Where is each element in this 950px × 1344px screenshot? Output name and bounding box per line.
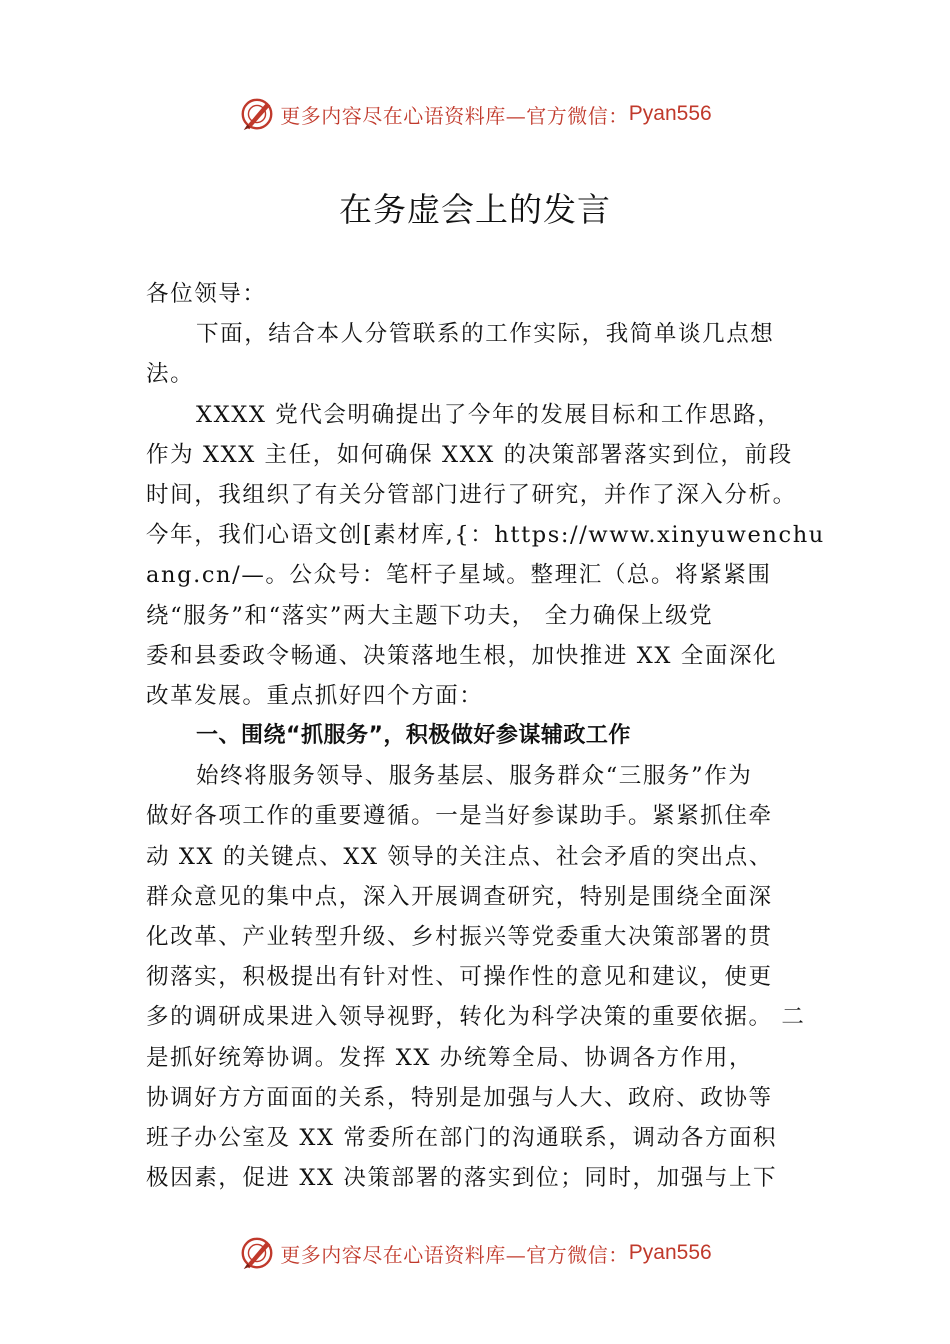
paragraph-line: 绕“服务”和“落实”两大主题下功夫， 全力确保上级党 <box>146 602 714 629</box>
paragraph-line: 做好各项工作的重要遵循。一是当好参谋助手。紧紧抓住牵 <box>146 803 773 830</box>
paragraph-line: 多的调研成果进入领导视野，转化为科学决策的重要依据。 二 <box>146 1004 806 1031</box>
pen-logo-icon <box>238 95 276 133</box>
paragraph-line: XXXX 党代会明确提出了今年的发展目标和工作思路， <box>196 401 782 428</box>
wechat-id: Pyan556 <box>628 102 712 125</box>
paragraph-line: 班子办公室及 XX 常委所在部门的沟通联系，调动各方面积 <box>146 1124 778 1151</box>
paragraph-line: 始终将服务领导、服务基层、服务群众“三服务”作为 <box>196 763 753 790</box>
paragraph-line: 时间，我组织了有关分管部门进行了研究，并作了深入分析。 <box>146 481 797 508</box>
paragraph-line: 彻落实，积极提出有针对性、可操作性的意见和建议，使更 <box>146 964 773 991</box>
paragraph-line: 动 XX 的关键点、XX 领导的关注点、社会矛盾的突出点、 <box>146 843 773 870</box>
paragraph-line: 群众意见的集中点，深入开展调查研究，特别是围绕全面深 <box>146 883 773 910</box>
paragraph-line: 化改革、产业转型升级、乡村振兴等党委重大决策部署的贯 <box>146 924 773 950</box>
document-body <box>146 274 826 1198</box>
paragraph-line: 法。 <box>146 361 195 388</box>
paragraph-line: 委和县委政令畅通、决策落地生根，加快推进 XX 全面深化 <box>146 642 778 669</box>
watermark-text: 更多内容尽在心语资料库—官方微信： <box>280 103 629 128</box>
paragraph-line: ang.cn/—。公众号：笔杆子星域。整理汇（总。将紧紧围 <box>146 562 772 589</box>
paragraph-line: 下面，结合本人分管联系的工作实际，我简单谈几点想 <box>196 321 775 348</box>
pen-logo-icon <box>238 1234 276 1272</box>
watermark-text: 更多内容尽在心语资料库—官方微信： <box>280 1242 629 1267</box>
footer-watermark <box>0 1231 950 1275</box>
paragraph-line: 作为 XXX 主任，如何确保 XXX 的决策部署落实到位，前段 <box>146 441 793 468</box>
document-title: 在务虚会上的发言 <box>339 190 611 229</box>
paragraph-line: 改革发展。重点抓好四个方面： <box>146 682 484 709</box>
paragraph-line: 今年，我们心语文创[素材库,{：https://www.xinyuwenchu <box>146 522 825 549</box>
paragraph-line: 极因素，促进 XX 决策部署的落实到位；同时，加强与上下 <box>146 1165 778 1192</box>
header-watermark <box>0 92 950 136</box>
wechat-id: Pyan556 <box>628 1241 712 1264</box>
section-heading: 一、围绕“抓服务”，积极做好参谋辅政工作 <box>196 723 631 749</box>
paragraph-line: 协调好方方面面的关系，特别是加强与人大、政府、政协等 <box>146 1084 773 1111</box>
paragraph-line: 是抓好统筹协调。发挥 XX 办统筹全局、协调各方作用， <box>146 1044 754 1071</box>
salutation: 各位领导： <box>146 281 267 307</box>
